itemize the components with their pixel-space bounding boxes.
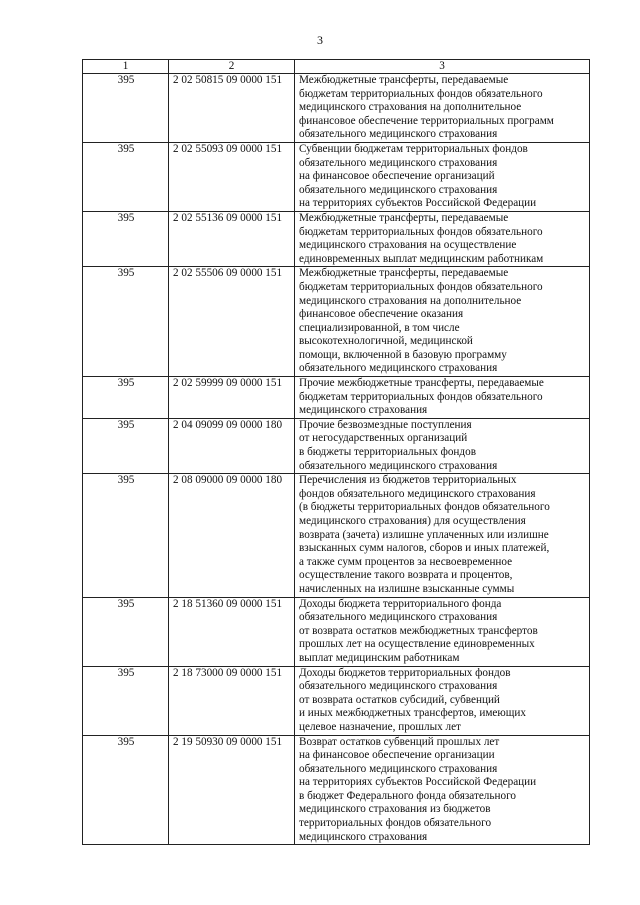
table-row <box>83 211 590 266</box>
revenue-code-cell: 2 02 55136 09 0000 151 <box>169 211 295 266</box>
administrator-code-cell: 395 <box>83 418 169 473</box>
administrator-code-cell: 395 <box>83 666 169 735</box>
revenue-code-cell: 2 02 55093 09 0000 151 <box>169 142 295 211</box>
description-cell: Прочие безвозмездные поступления от негосударственных организаций в бюджеты территориальных фондов обязательного медицинского страхования <box>295 418 590 473</box>
table-row <box>83 74 590 143</box>
table-row <box>83 142 590 211</box>
description-cell: Прочие межбюджетные трансферты, передаваемые бюджетам территориальных фондов обязательного медицинского страхования <box>295 377 590 419</box>
table-row <box>83 666 590 735</box>
description-cell: Доходы бюджета территориального фонда обязательного медицинского страхования от возврата остатков межбюджетных трансфертов прошлых лет на осуществление единовременных выплат медицинским работникам <box>295 597 590 666</box>
column-header-3: 3 <box>295 60 590 74</box>
administrator-code-cell: 395 <box>83 142 169 211</box>
administrator-code-cell: 395 <box>83 597 169 666</box>
administrator-code-cell: 395 <box>83 74 169 143</box>
description-cell: Доходы бюджетов территориальных фондов обязательного медицинского страхования от возврата остатков субсидий, субвенций и иных межбюджетных трансфертов, имеющих целевое назначение, прошлых лет <box>295 666 590 735</box>
administrator-code-cell: 395 <box>83 267 169 377</box>
administrator-code-cell: 395 <box>83 377 169 419</box>
table-header-row <box>83 60 590 74</box>
administrator-code-cell: 395 <box>83 211 169 266</box>
revenue-code-cell: 2 02 55506 09 0000 151 <box>169 267 295 377</box>
revenue-code-cell: 2 02 59999 09 0000 151 <box>169 377 295 419</box>
revenue-code-cell: 2 18 51360 09 0000 151 <box>169 597 295 666</box>
page-number: 3 <box>317 33 323 47</box>
revenue-code-cell: 2 08 09000 09 0000 180 <box>169 474 295 597</box>
table-row <box>83 377 590 419</box>
table-row <box>83 418 590 473</box>
description-cell: Межбюджетные трансферты, передаваемые бюджетам территориальных фондов обязательного медицинского страхования на дополнительное финансовое обеспечение оказания специализированной, в том числе высокотехнологичной, медицинской помощи, включенной в базовую программу обязательного медицинского страхования <box>295 267 590 377</box>
description-cell: Субвенции бюджетам территориальных фондов обязательного медицинского страхования на финансовое обеспечение организаций обязательного медицинского страхования на территориях субъектов Российской Федерации <box>295 142 590 211</box>
revenue-code-cell: 2 19 50930 09 0000 151 <box>169 735 295 845</box>
table-row <box>83 474 590 597</box>
revenue-codes-table <box>82 59 590 845</box>
description-cell: Межбюджетные трансферты, передаваемые бюджетам территориальных фондов обязательного медицинского страхования на осуществление единовременных выплат медицинским работникам <box>295 211 590 266</box>
description-cell: Перечисления из бюджетов территориальных фондов обязательного медицинского страхования (в бюджеты территориальных фондов обязательного медицинского страхования) для осуществления возврата (зачета) излишне уплаченных или излишне взысканных сумм налогов, сборов и иных платежей, а также сумм процентов за несвоевременное осуществление такого возврата и процентов, начисленных на излишне взысканные суммы <box>295 474 590 597</box>
administrator-code-cell: 395 <box>83 474 169 597</box>
revenue-code-cell: 2 18 73000 09 0000 151 <box>169 666 295 735</box>
revenue-code-cell: 2 04 09099 09 0000 180 <box>169 418 295 473</box>
column-header-2: 2 <box>169 60 295 74</box>
description-cell: Межбюджетные трансферты, передаваемые бюджетам территориальных фондов обязательного медицинского страхования на дополнительное финансовое обеспечение территориальных программ обязательного медицинского страхования <box>295 74 590 143</box>
table-row <box>83 597 590 666</box>
column-header-1: 1 <box>83 60 169 74</box>
table-row <box>83 735 590 845</box>
administrator-code-cell: 395 <box>83 735 169 845</box>
revenue-code-cell: 2 02 50815 09 0000 151 <box>169 74 295 143</box>
description-cell: Возврат остатков субвенций прошлых лет на финансовое обеспечение организации обязательного медицинского страхования на территориях субъектов Российской Федерации в бюджет Федерального фонда обязательного медицинского страхования из бюджетов территориальных фондов обязательного медицинского страхования <box>295 735 590 845</box>
table-row <box>83 267 590 377</box>
